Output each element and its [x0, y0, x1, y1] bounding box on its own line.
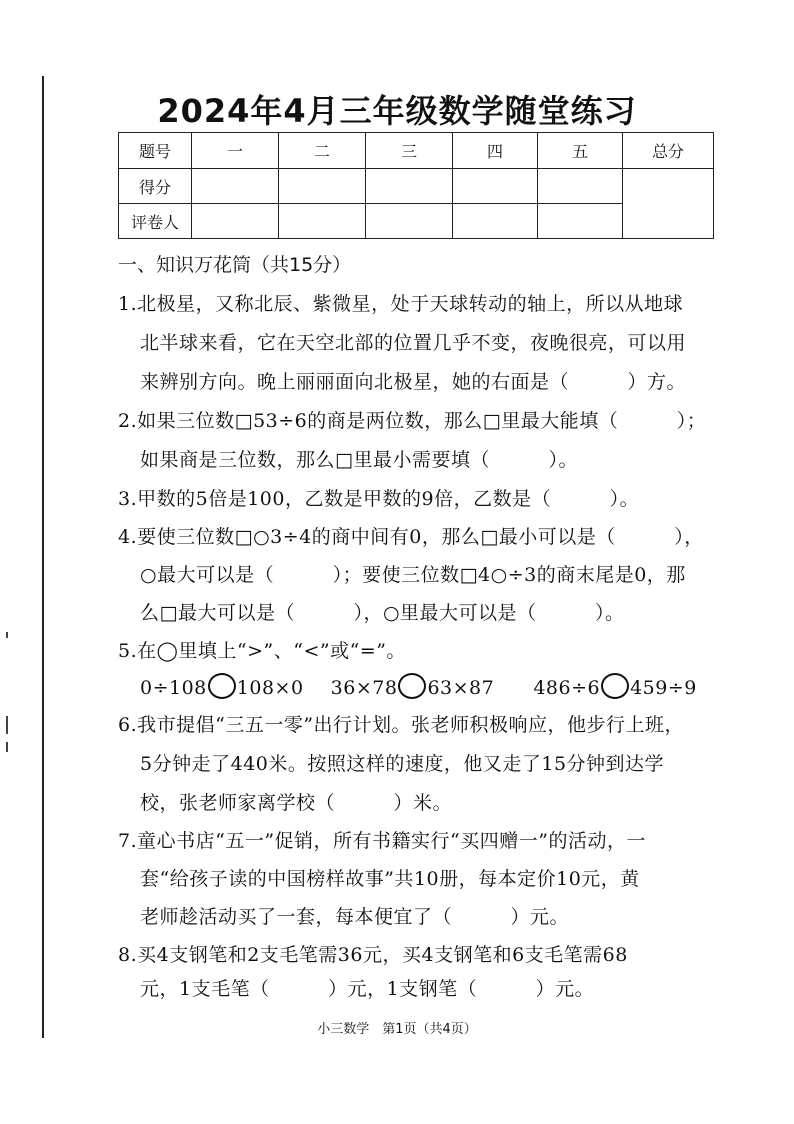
compare-circle-a[interactable]: [208, 673, 236, 699]
score-row-label: 评卷人: [119, 204, 192, 239]
score-cell[interactable]: [192, 169, 279, 204]
compare-right-a: 108×0: [236, 677, 304, 699]
grader-cell[interactable]: [366, 204, 453, 239]
question-2-line: 2.如果三位数□53÷6的商是两位数，那么□里最大能填（ ）；: [118, 410, 707, 432]
compare-left-b: 36×78: [330, 677, 398, 699]
question-6-line: 6.我市提倡“三五一零”出行计划。张老师积极响应，他步行上班，: [118, 714, 685, 736]
score-header-cell: 五: [538, 133, 623, 169]
grader-cell[interactable]: [192, 204, 279, 239]
binding-margin-line: [42, 76, 44, 1038]
question-5-line: 5.在◯里填上“>”、“<”或“=”。: [118, 640, 406, 662]
question-4-line: 么□最大可以是（ ），○里最大可以是（ ）。: [140, 602, 625, 624]
score-row-label: 得分: [119, 169, 192, 204]
margin-tick: [6, 632, 8, 638]
compare-left-c: 486÷6: [533, 677, 601, 699]
grader-cell[interactable]: [279, 204, 366, 239]
score-header-cell: 题号: [119, 133, 192, 169]
question-7-line: 套“给孩子读的中国榜样故事”共10册，每本定价10元，黄: [140, 868, 640, 890]
score-header-cell: 四: [453, 133, 538, 169]
question-8-line: 8.买4支钢笔和2支毛笔需36元，买4支钢笔和6支毛笔需68: [118, 944, 628, 966]
margin-tick: [6, 716, 8, 734]
score-table: [118, 132, 714, 239]
question-8-line: 元，1支毛笔（ ）元，1支钢笔（ ）元。: [140, 978, 595, 1000]
question-4-line: 4.要使三位数□○3÷4的商中间有0，那么□最小可以是（ ），: [118, 526, 704, 548]
question-1-line: 来辨别方向。晚上丽丽面向北极星，她的右面是（ ）方。: [140, 371, 687, 393]
question-6-line: 校，张老师家离学校（ ）米。: [140, 792, 453, 814]
compare-circle-c[interactable]: [601, 673, 629, 699]
question-1-line: 1.北极星，又称北辰、紫微星，处于天球转动的轴上，所以从地球: [118, 293, 684, 315]
score-cell[interactable]: [453, 169, 538, 204]
compare-row: [140, 673, 697, 699]
compare-right-b: 63×87: [427, 677, 495, 699]
score-cell[interactable]: [279, 169, 366, 204]
page-title: 2024年4月三年级数学随堂练习: [157, 92, 637, 130]
page-footer: 小三数学 第1页（共4页）: [317, 1022, 477, 1037]
section-heading: 一、知识万花筒（共15分）: [118, 254, 352, 276]
question-2-line: 如果商是三位数，那么□里最小需要填（ ）。: [140, 449, 578, 471]
score-header-cell: 二: [279, 133, 366, 169]
grader-cell[interactable]: [538, 204, 623, 239]
question-7-line: 老师趁活动买了一套，每本便宜了（ ）元。: [140, 906, 570, 928]
compare-right-c: 459÷9: [630, 677, 697, 699]
question-7-line: 7.童心书店“五一”促销，所有书籍实行“买四赠一”的活动，一: [118, 830, 646, 852]
compare-left-a: 0÷108: [140, 677, 207, 699]
question-6-line: 5分钟走了440米。按照这样的速度，他又走了15分钟到达学: [140, 753, 665, 775]
compare-circle-b[interactable]: [398, 673, 426, 699]
margin-tick: [6, 742, 8, 752]
grader-cell[interactable]: [453, 204, 538, 239]
question-4-line: ○最大可以是（ ）；要使三位数□4○÷3的商末尾是0，那: [140, 564, 686, 586]
total-score-cell[interactable]: [623, 169, 714, 239]
score-cell[interactable]: [366, 169, 453, 204]
score-header-cell: 三: [366, 133, 453, 169]
score-header-cell: 总分: [623, 133, 714, 169]
score-header-cell: 一: [192, 133, 279, 169]
score-cell[interactable]: [538, 169, 623, 204]
question-3-line: 3.甲数的5倍是100，乙数是甲数的9倍，乙数是（ ）。: [118, 488, 640, 510]
question-1-line: 北半球来看，它在天空北部的位置几乎不变，夜晚很亮，可以用: [140, 332, 687, 354]
